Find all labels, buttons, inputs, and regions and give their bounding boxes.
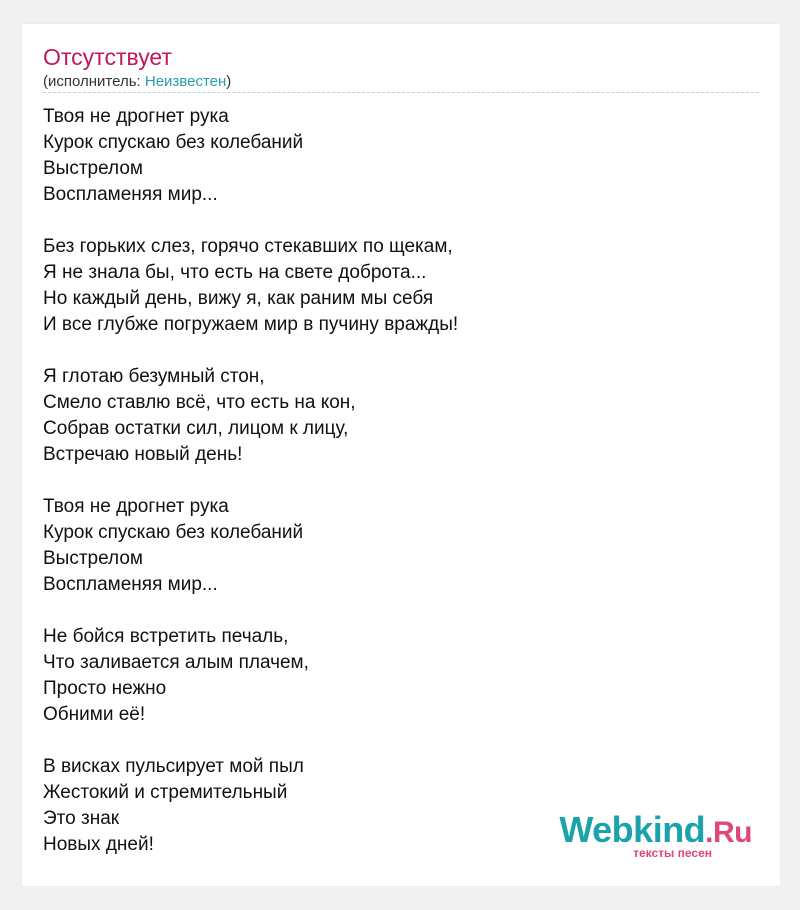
lyric-line: И все глубже погружаем мир в пучину вражды! — [43, 314, 459, 335]
lyric-line: Твоя не дрогнет рука — [43, 496, 229, 517]
logo-tagline: тексты песен — [633, 846, 712, 860]
stanza — [43, 234, 759, 338]
stanza-gap — [43, 728, 759, 754]
lyric-line: Собрав остатки сил, лицом к лицу, — [43, 418, 349, 439]
lyric-line: Я не знала бы, что есть на свете доброта... — [43, 262, 427, 283]
lyric-line: Выстрелом — [43, 548, 143, 569]
artist-link[interactable]: Неизвестен — [144, 73, 227, 90]
lyric-line: Твоя не дрогнет рука — [43, 106, 229, 127]
lyric-line: Не бойся встретить печаль, — [43, 626, 289, 647]
stanza-gap — [43, 338, 759, 364]
lyric-line: Что заливается алым плачем, — [43, 652, 309, 673]
lyric-line: В висках пульсирует мой пыл — [43, 756, 304, 777]
lyric-line: Я глотаю безумный стон, — [43, 366, 265, 387]
lyric-line: Выстрелом — [43, 158, 143, 179]
logo-main-text: Webkind — [559, 809, 706, 850]
lyric-line: Курок спускаю без колебаний — [43, 132, 304, 153]
stanza — [43, 364, 759, 468]
stanza-gap — [43, 468, 759, 494]
lyric-line: Но каждый день, вижу я, как раним мы себя — [43, 288, 434, 309]
stanza — [43, 624, 759, 728]
stanza — [43, 104, 759, 208]
webkind-logo[interactable] — [552, 810, 752, 860]
lyric-line: Воспламеняя мир... — [43, 184, 218, 205]
song-title: Отсутствует — [43, 44, 172, 70]
lyrics-card — [22, 24, 780, 886]
artist-line — [43, 73, 231, 91]
lyrics-text — [43, 104, 759, 858]
lyric-line: Просто нежно — [43, 678, 167, 699]
lyric-line: Смело ставлю всё, что есть на кон, — [43, 392, 356, 413]
title-divider — [43, 92, 759, 93]
artist-suffix: ) — [226, 73, 232, 90]
lyric-line: Курок спускаю без колебаний — [43, 522, 304, 543]
lyric-line: Воспламеняя мир... — [43, 574, 218, 595]
lyric-line: Это знак — [43, 808, 120, 829]
lyric-line: Жестокий и стремительный — [43, 782, 288, 803]
artist-prefix: (исполнитель: — [43, 73, 145, 90]
stanza-gap — [43, 598, 759, 624]
lyric-line: Новых дней! — [43, 834, 154, 855]
stanza — [43, 494, 759, 598]
lyric-line: Без горьких слез, горячо стекавших по щекам, — [43, 236, 453, 257]
logo-tld: .Ru — [705, 816, 752, 849]
lyric-line: Встречаю новый день! — [43, 444, 243, 465]
lyric-line: Обними её! — [43, 704, 146, 725]
stanza-gap — [43, 208, 759, 234]
